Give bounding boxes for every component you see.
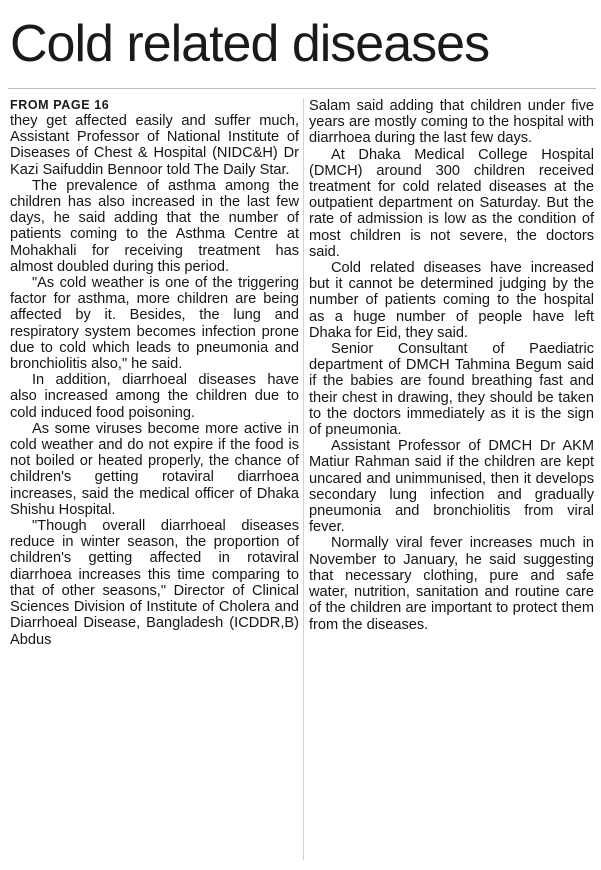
paragraph: "Though overall diarrhoeal diseases reduce in winter season, the proportion of children's getting affected in rotaviral diarrhoea increases this time comparing to that of other seasons," Director of Clinical Sciences Division of Institute of Cholera and Diarrhoeal Disease, Bangladesh (ICDDR,B) Abdus: [10, 518, 299, 648]
paragraph: Assistant Professor of DMCH Dr AKM Matiur Rahman said if the children are kept uncared and unimmunised, then it develops secondary lung infection and gradually pneumonia and bronchiolitis from viral fever.: [309, 438, 594, 536]
right-column: [309, 98, 594, 633]
paragraph: Senior Consultant of Paediatric department of DMCH Tahmina Begum said if the babies are found breathing fast and their chest in drawing, they should be taken to the doctors immediately as it is the sign of pneumonia.: [309, 341, 594, 439]
paragraph: "As cold weather is one of the triggering factor for asthma, more children are being affected by it. Besides, the lung and respiratory system becomes infection prone due to cold which leads to pneumonia and bronchiolitis also," he said.: [10, 275, 299, 373]
headline: Cold related diseases: [10, 15, 490, 73]
headline-rule: [8, 88, 596, 89]
paragraph: Normally viral fever increases much in November to January, he said suggesting that necessary clothing, pure and safe water, nutrition, sanitation and routine care of the children are important to protect them from the diseases.: [309, 535, 594, 633]
kicker-from-page: FROM PAGE 16: [10, 98, 110, 112]
paragraph: In addition, diarrhoeal diseases have also increased among the children due to cold induced food poisoning.: [10, 372, 299, 421]
paragraph: Cold related diseases have increased but it cannot be determined judging by the number of patients coming to the hospital as a huge number of people have left Dhaka for Eid, they said.: [309, 260, 594, 341]
column-divider: [303, 98, 304, 860]
paragraph: As some viruses become more active in cold weather and do not expire if the food is not boiled or heated properly, the chance of children's getting rotaviral diarrhoea increases, said the medical officer of Dhaka Shishu Hospital.: [10, 420, 299, 518]
paragraph: Salam said adding that children under five years are mostly coming to the hospital with diarrhoea during the last few days.: [309, 98, 594, 147]
paragraph: At Dhaka Medical College Hospital (DMCH) around 300 children received treatment for cold related diseases at the outpatient department on Saturday. But the rate of admission is low as the condition of most children is not severe, the doctors said.: [309, 146, 594, 260]
paragraph: they get affected easily and suffer much, Assistant Professor of National Institute of Diseases of Chest & Hospital (NIDC&H) Dr Kazi Saifuddin Bennoor told The Daily Star.: [10, 113, 299, 178]
paragraph: The prevalence of asthma among the children has also increased in the last few days, he said adding that the number of patients coming to the Asthma Centre at Mohakhali for receiving treatment has almost doubled during this period.: [10, 177, 299, 275]
left-column: [10, 98, 299, 648]
